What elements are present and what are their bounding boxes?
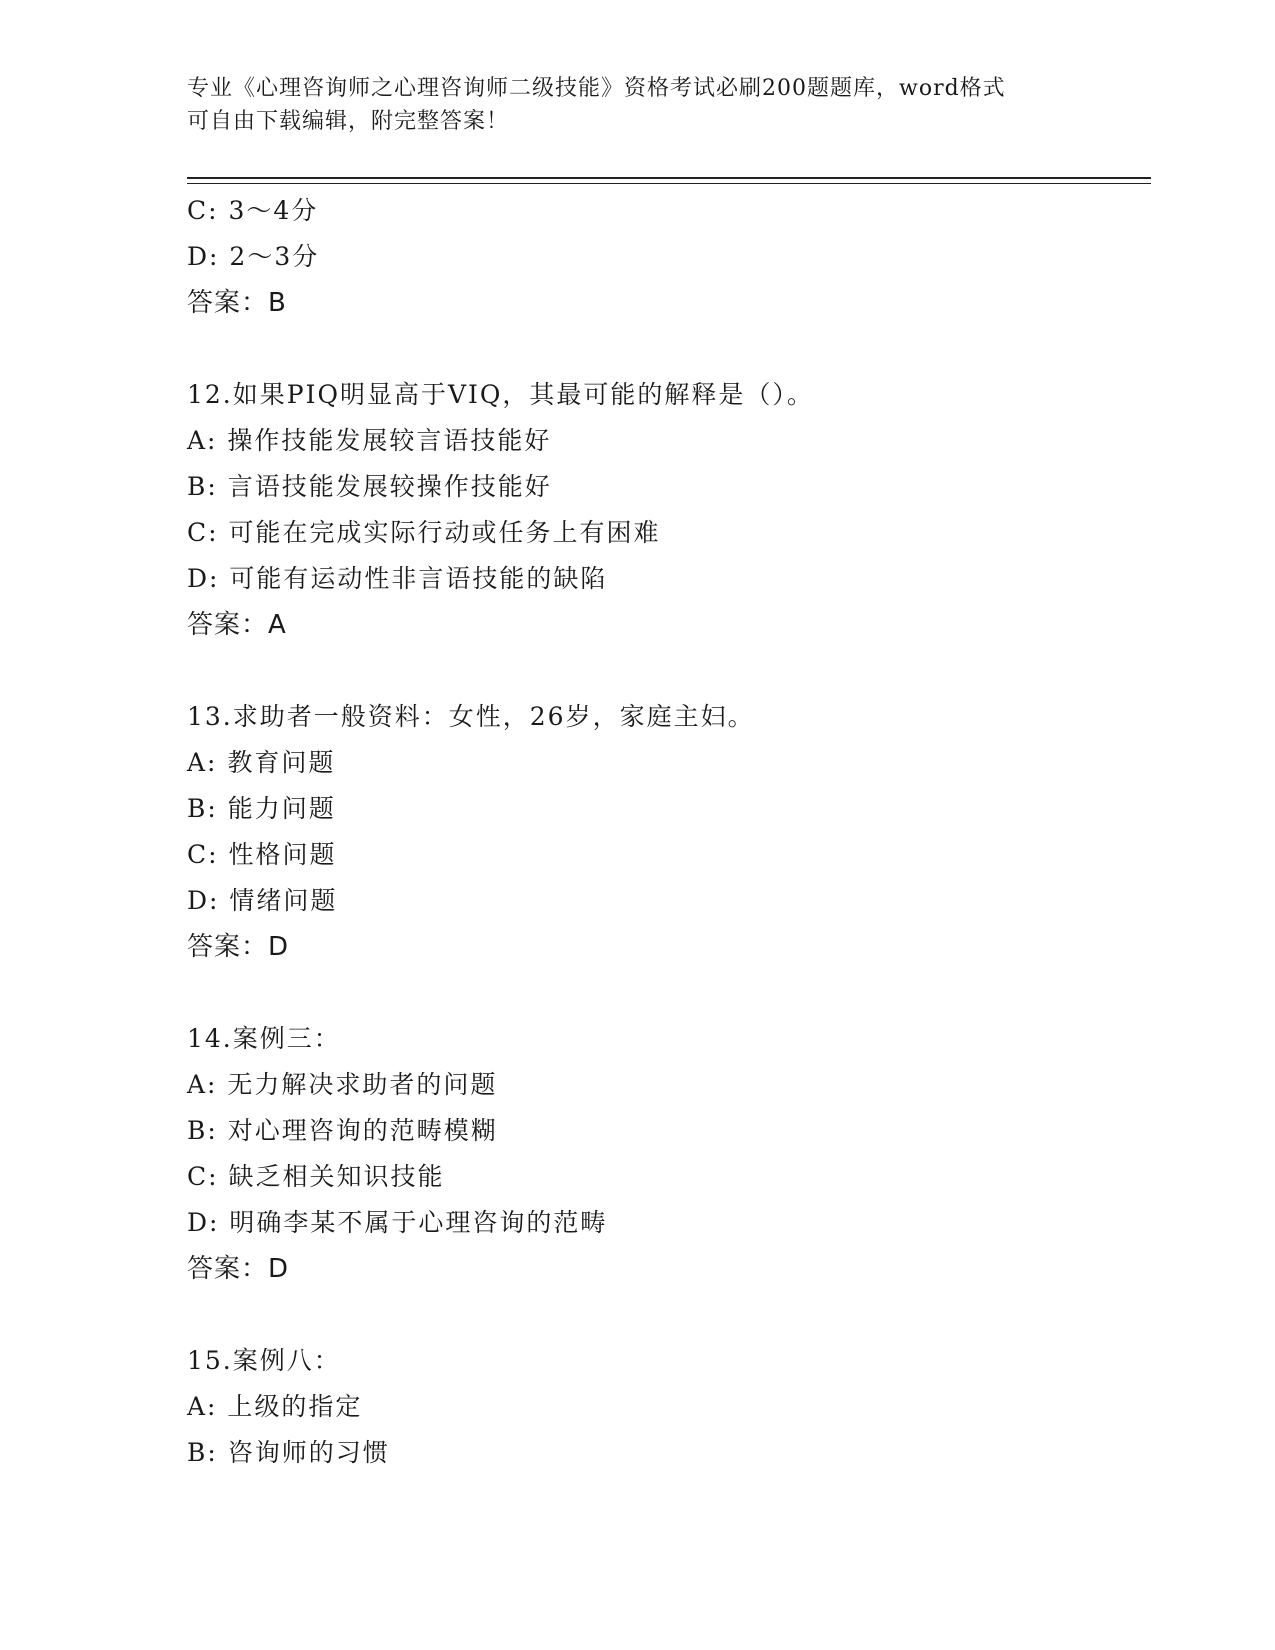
header-divider-thick	[187, 177, 1151, 179]
question-stem: 13.求助者一般资料：女性，26岁，家庭主妇。	[187, 702, 755, 731]
option-a: A: 无力解决求助者的问题	[187, 1070, 498, 1099]
option-d: D: 可能有运动性非言语技能的缺陷	[187, 564, 608, 593]
option-d: D: 情绪问题	[187, 886, 338, 915]
header-line-2: 可自由下载编辑，附完整答案！	[187, 109, 510, 134]
option-b: B: 咨询师的习惯	[187, 1438, 390, 1467]
option-b: B: 言语技能发展较操作技能好	[187, 472, 552, 501]
answer-label: 答案：A	[187, 610, 287, 640]
header-line-1: 专业《心理咨询师之心理咨询师二级技能》资格考试必刷200题题库，word格式	[187, 76, 1006, 101]
question-stem: 15.案例八：	[187, 1346, 341, 1375]
question-list	[187, 188, 1151, 1476]
spacer	[187, 1292, 1151, 1338]
option-a: A: 操作技能发展较言语技能好	[187, 426, 552, 455]
option-d: D: 明确李某不属于心理咨询的范畴	[187, 1208, 608, 1237]
option-a: A: 教育问题	[187, 748, 336, 777]
header-divider-thin	[187, 183, 1151, 184]
question-stem: 14.案例三：	[187, 1024, 341, 1053]
spacer	[187, 648, 1151, 694]
answer-label: 答案：D	[187, 1254, 290, 1284]
option-c: C: 可能在完成实际行动或任务上有困难	[187, 518, 661, 547]
spacer	[187, 970, 1151, 1016]
option-c: C: 缺乏相关知识技能	[187, 1162, 445, 1191]
question-12	[187, 372, 1151, 648]
answer-label: 答案：B	[187, 288, 287, 318]
answer-label: 答案：D	[187, 932, 290, 962]
question-11-continuation	[187, 188, 1151, 326]
spacer	[187, 326, 1151, 372]
document-header	[187, 72, 1087, 138]
question-13	[187, 694, 1151, 970]
option-b: B: 对心理咨询的范畴模糊	[187, 1116, 498, 1145]
question-14	[187, 1016, 1151, 1292]
question-15	[187, 1338, 1151, 1476]
option-b: B: 能力问题	[187, 794, 336, 823]
option-a: A: 上级的指定	[187, 1392, 363, 1421]
question-stem: 12.如果PIQ明显高于VIQ，其最可能的解释是（）。	[187, 380, 814, 409]
option-c: C: 3～4分	[187, 196, 319, 225]
option-c: C: 性格问题	[187, 840, 337, 869]
option-d: D: 2～3分	[187, 242, 320, 271]
